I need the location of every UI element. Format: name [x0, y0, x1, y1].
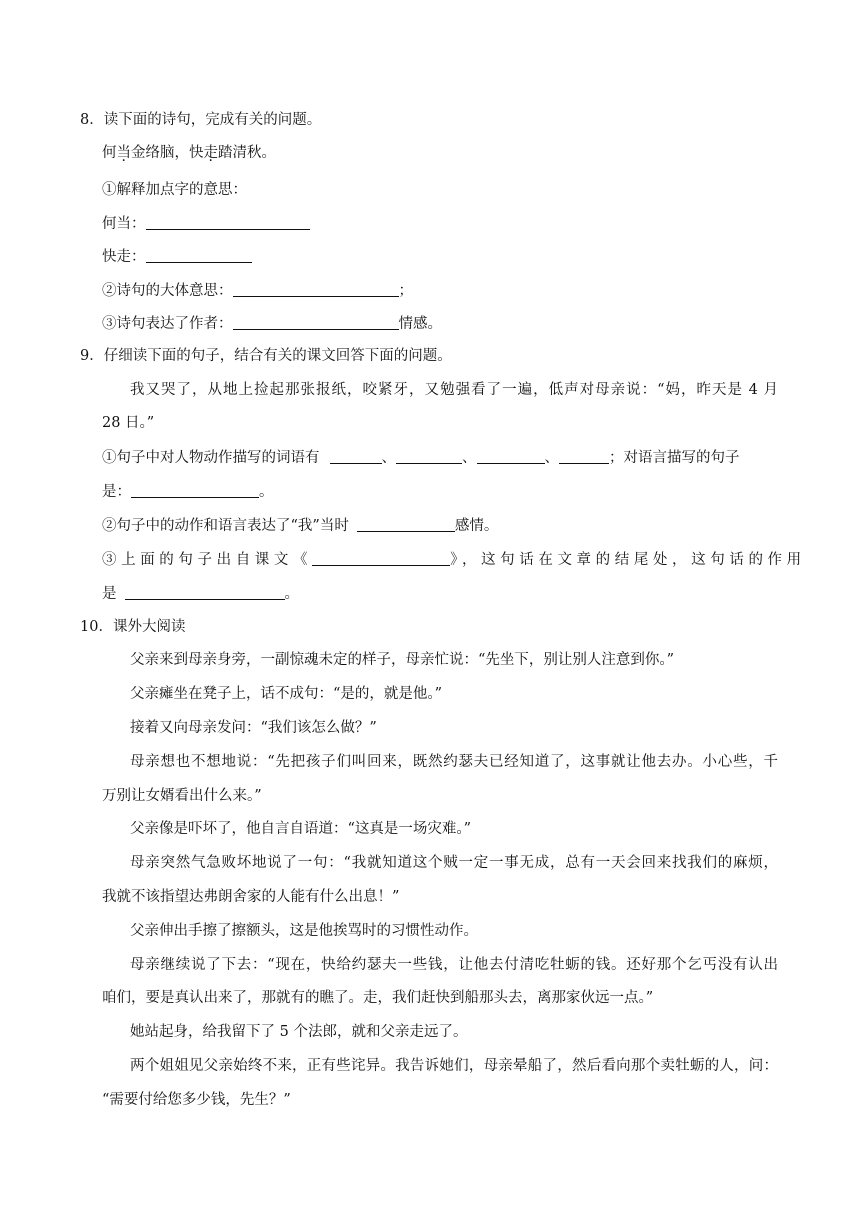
reading-paragraph-cont: “需要付给您多少钱，先生？” — [102, 1092, 291, 1108]
reading-paragraph: 父亲伸出手擦了擦额头，这是他挨骂时的习惯性动作。 — [130, 923, 478, 939]
reading-paragraph: 接着又向母亲发问：“我们该怎么做？” — [130, 720, 377, 736]
reading-paragraph-cont: 万别让女婿看出什么来。” — [102, 788, 262, 804]
reading-paragraph: 父亲来到母亲身旁，一副惊魂未定的样子，母亲忙说：“先坐下，别让别人注意到你。” — [130, 652, 675, 668]
q8-sub3 — [102, 313, 442, 334]
quote-line-1: 我又哭了，从地上捡起那张报纸，咬紧牙，又勉强看了一遍，低声对母亲说：“妈，昨天是 4 月 — [130, 382, 778, 398]
q9-sub1-shi: 是： — [102, 484, 131, 500]
answer-blank[interactable] — [312, 549, 450, 566]
q8-sub1: ①解释加点字的意思： — [102, 182, 247, 198]
answer-blank[interactable] — [146, 213, 310, 230]
answer-blank[interactable] — [146, 246, 252, 263]
answer-blank[interactable] — [396, 447, 462, 464]
label-kuaizou: 快走： — [102, 249, 146, 265]
q8-sub3-end: 情感。 — [398, 316, 442, 332]
q9-sub2 — [102, 515, 498, 536]
period: 。 — [284, 586, 299, 602]
q9-sub3-cont — [102, 583, 299, 604]
q9-sub1-text: ①句子中对人物动作描写的词语有 — [102, 450, 320, 466]
q9-sub2-text: ②句子中的动作和语言表达了“我”当时 — [102, 518, 349, 534]
answer-blank[interactable] — [357, 515, 455, 532]
q8-kuaizou-line — [102, 246, 252, 267]
poem-text: 金络脑，快 — [131, 145, 204, 161]
q8-sub2 — [102, 280, 413, 301]
reading-paragraph: 母亲突然气急败坏地说了一句：“我就知道这个贼一定一事无成，总有一天会回来找我们的麻烦， — [130, 855, 778, 871]
reading-paragraph: 父亲瘫坐在凳子上，话不成句：“是的，就是他。” — [130, 686, 443, 702]
quote-line-2: 28 日。” — [102, 415, 155, 431]
period: 。 — [259, 484, 274, 500]
answer-blank[interactable] — [559, 447, 609, 464]
reading-paragraph-cont: 咱们，要是真认出来了，那就有的瞧了。走，我们赶快到船那头去，离那家伙远一点。” — [102, 990, 654, 1006]
q9-sub3 — [102, 549, 806, 570]
reading-paragraph: 母亲继续说了下去：“现在，快给约瑟夫一些钱，让他去付清吃牡蛎的钱。还好那个乞丐没有认出 — [130, 957, 778, 973]
q9-sub1 — [102, 447, 740, 468]
poem-line — [102, 143, 276, 163]
answer-blank[interactable] — [233, 313, 399, 330]
answer-blank[interactable] — [477, 447, 545, 464]
question-8-title: 8．读下面的诗句，完成有关的问题。 — [80, 112, 322, 128]
q9-sub1-cont — [102, 481, 274, 502]
reading-paragraph: 两个姐姐见父亲始终不来，正有些诧异。我告诉她们，母亲晕船了，然后看向那个卖牡蛎的人，问： — [130, 1058, 778, 1074]
poem-text: 踏清秋。 — [218, 145, 276, 161]
reading-paragraph: 她站起身，给我留下了 5 个法郎，就和父亲走远了。 — [130, 1024, 468, 1040]
question-10-title: 10．课外大阅读 — [80, 619, 186, 635]
answer-blank[interactable] — [330, 447, 382, 464]
separator: 、 — [462, 450, 477, 466]
separator: 、 — [381, 450, 396, 466]
answer-blank[interactable] — [233, 280, 399, 297]
reading-paragraph: 父亲像是吓坏了，他自言自语道：“这真是一场灾难。” — [130, 821, 472, 837]
q8-hedang-line — [102, 213, 310, 234]
answer-blank[interactable] — [131, 481, 259, 498]
dotted-char: 走 — [203, 145, 218, 161]
poem-text: 何 — [102, 145, 117, 161]
answer-blank[interactable] — [125, 583, 285, 600]
q8-sub2-text: ②诗句的大体意思： — [102, 283, 233, 299]
q9-sub3-shi: 是 — [102, 586, 117, 602]
q9-sub1-tail: ；对语言描写的句子 — [609, 450, 740, 466]
dotted-char: 当 — [116, 145, 131, 161]
q8-sub3-text: ③诗句表达了作者： — [102, 316, 233, 332]
q9-sub2-tail: 感情。 — [454, 518, 499, 534]
label-hedang: 何当： — [102, 216, 146, 232]
separator: 、 — [544, 450, 559, 466]
q9-sub3-text: ③上面的句子出自课文《 — [102, 552, 313, 568]
q9-sub3-tail: 》，这句话在文章的结尾处，这句话的作用 — [450, 552, 806, 568]
q8-sub2-end: ； — [398, 283, 413, 299]
reading-paragraph-cont: 我就不该指望达弗朗舍家的人能有什么出息！” — [102, 889, 400, 905]
question-9-title: 9．仔细读下面的句子，结合有关的课文回答下面的问题。 — [80, 348, 452, 364]
reading-paragraph: 母亲想也不想地说：“先把孩子们叫回来，既然约瑟夫已经知道了，这事就让他去办。小心些，千 — [130, 754, 778, 770]
